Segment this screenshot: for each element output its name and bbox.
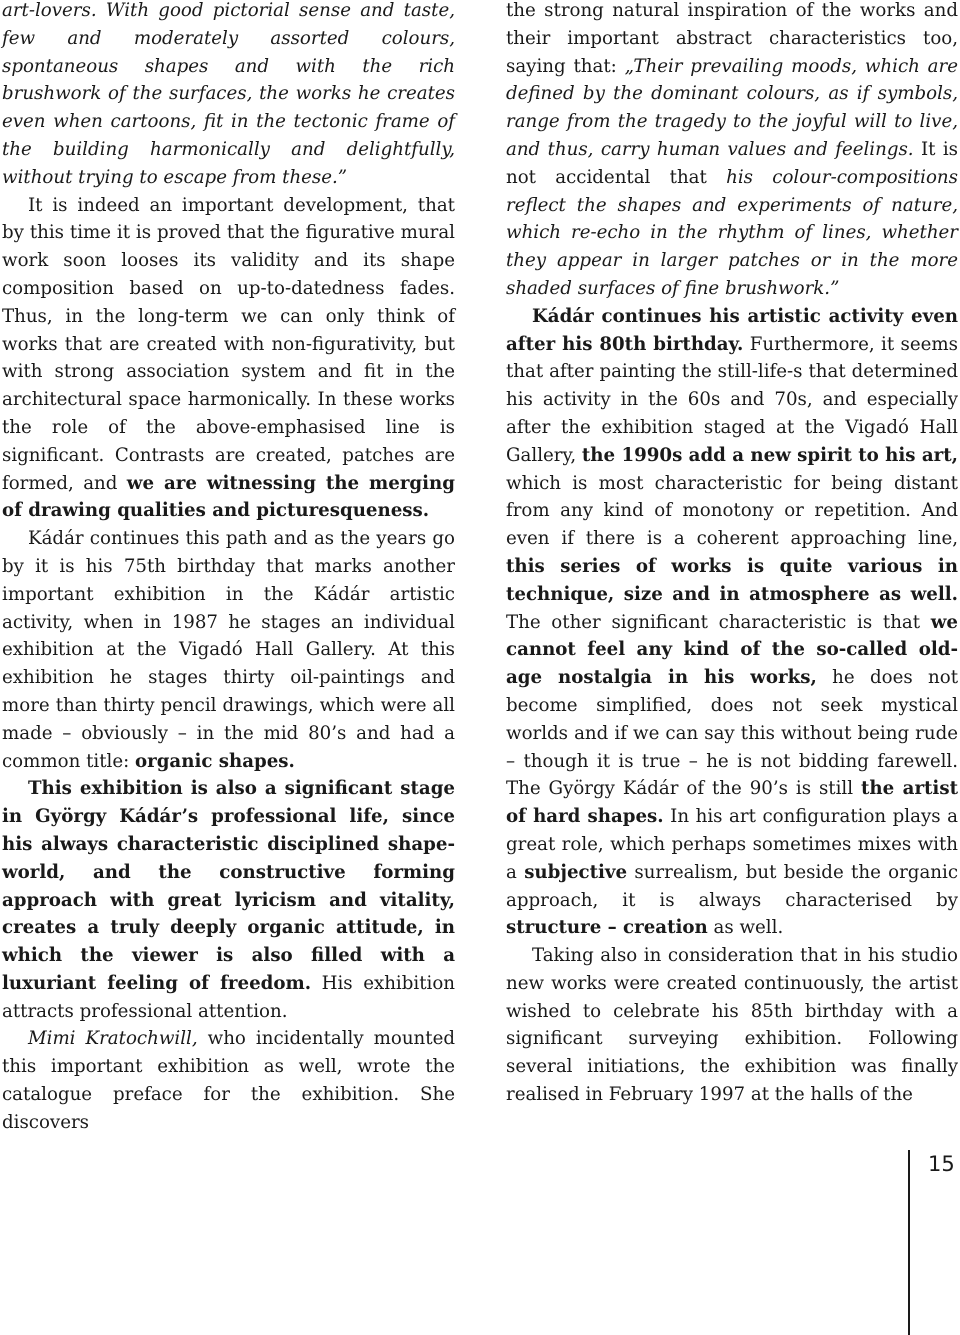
right-p2-emphasis-5: the artist of hard shapes. bbox=[506, 778, 958, 828]
left-p3-emphasis: organic shapes. bbox=[135, 750, 295, 772]
left-paragraph-4 bbox=[2, 775, 455, 1025]
right-p1-text-2: It is not accidental that bbox=[506, 138, 958, 188]
right-p2-emphasis-3: this series of works is quite various in technique, size and in atmosphere as well. bbox=[506, 555, 958, 605]
right-p2-text-6: surrealism, but beside the organic approach, it is always characterised by bbox=[506, 861, 959, 911]
left-paragraph-2 bbox=[2, 192, 455, 526]
left-p5-author: Mimi Kratochwill, bbox=[28, 1028, 198, 1050]
left-p3-text: Kádár continues this path and as the years go by it is his 75th birthday that marks another important exhibition in the Kádár artistic activity, when in 1987 he stages an individual exhibition at the Vigadó Hall Gallery. At this exhibition he stages thirty oil-paintings and more than thirty pencil drawings, which were all made – obviously – in the mid 80’s and had a common title: bbox=[2, 528, 455, 772]
right-p2-emphasis-7: structure – creation bbox=[506, 917, 708, 939]
left-p4-emphasis: This exhibition is also a significant stage in György Kádár’s professional life, since his always characteristic disciplined shape-world, and the constructive forming approach with great lyricism and vitality, creates a truly deeply organic attitude, in which the viewer is also filled with a luxuriant feeling of freedom. bbox=[2, 778, 455, 994]
right-p2-emphasis-2: the 1990s add a new spirit to his art, bbox=[581, 444, 958, 466]
right-paragraph-2 bbox=[506, 303, 958, 942]
right-p1-quote: „Their prevailing moods, which are defined by the dominant colours, as if symbols, range from the tragedy to the joyful will to live, and thus, carry human values and feelings. bbox=[506, 55, 958, 160]
right-p2-text-2: which is most characteristic for being distant from any kind of monotony or repetition. And even if there is a coherent approaching line, bbox=[506, 472, 958, 550]
right-p2-emphasis-1: Kádár continues his artistic activity even after his 80th birthday. bbox=[506, 305, 958, 355]
left-p2-text: It is indeed an important development, that by this time it is proved that the figurative mural work soon looses its validity and its shape composition based on up-to-datedness fades. Thus, in the long-term we can only think of works that are created with non-figurativity, but with strong association system and fit in the architectural space harmonically. In these works the role of the above-emphasised line is significant. Contrasts are created, patches are formed, and bbox=[2, 194, 455, 494]
right-p1-text: the strong natural inspiration of the works and their important abstract characteristics too, saying that: bbox=[506, 0, 958, 77]
right-p1-quote-2: his colour-compositions reflect the shapes and experiments of nature, which re-echo in the rhythm of lines, whether they appear in larger patches or in the more shaded surfaces of fine brushwork.” bbox=[506, 166, 958, 299]
right-p2-text-1: Furthermore, it seems that after painting the still-life-s that determined his activity in the 60s and 70s, and especially after the exhibition staged at the Vigadó Hall Gallery, bbox=[506, 333, 958, 466]
left-p4-text: His exhibition attracts professional attention. bbox=[2, 972, 456, 1022]
page-number-rule bbox=[908, 1150, 910, 1335]
left-p2-emphasis: we are witnessing the merging of drawing qualities and picturesqueness. bbox=[2, 472, 455, 522]
page-number: 15 bbox=[928, 1152, 955, 1176]
left-column bbox=[2, 0, 455, 1137]
right-paragraph-3 bbox=[506, 942, 958, 1109]
right-p2-text-4: he does not become simplified, does not seek mystical worlds and if we can say this without being rude – though it is true – he is not bidding farewell. The György Kádár of the 90’s is still bbox=[506, 667, 959, 800]
right-p2-text-5: In his art configuration plays a great role, which perhaps sometimes mixes with a bbox=[506, 806, 958, 883]
right-column bbox=[506, 0, 958, 1109]
right-paragraph-1 bbox=[506, 0, 958, 303]
right-p2-emphasis-4: we cannot feel any kind of the so-called old-age nostalgia in his works, bbox=[506, 611, 958, 689]
right-p2-emphasis-6: subjective bbox=[524, 861, 628, 883]
right-p2-text-7: as well. bbox=[707, 917, 784, 939]
left-p5-text: who incidentally mounted this important exhibition as well, wrote the catalogue preface for the exhibition. She discovers bbox=[2, 1028, 455, 1133]
right-p3-text: Taking also in consideration that in his studio new works were created continuously, the artist wished to celebrate his 85th birthday with a significant surveying exhibition. Following several initiations, the exhibition was finally realised in February 1997 at the halls of the bbox=[506, 945, 958, 1106]
left-p1-text: art-lovers. With good pictorial sense and taste, few and moderately assorted colours, spontaneous shapes and with the rich brushwork of the surfaces, the works he creates even when cartoons, fit in the tectonic frame of the building harmonically and delightfully, without trying to escape from these.” bbox=[2, 0, 455, 188]
left-paragraph-5 bbox=[2, 1025, 455, 1136]
left-paragraph-3 bbox=[2, 525, 455, 775]
left-paragraph-1 bbox=[2, 0, 455, 192]
right-p2-text-3: The other significant characteristic is that bbox=[506, 611, 931, 633]
